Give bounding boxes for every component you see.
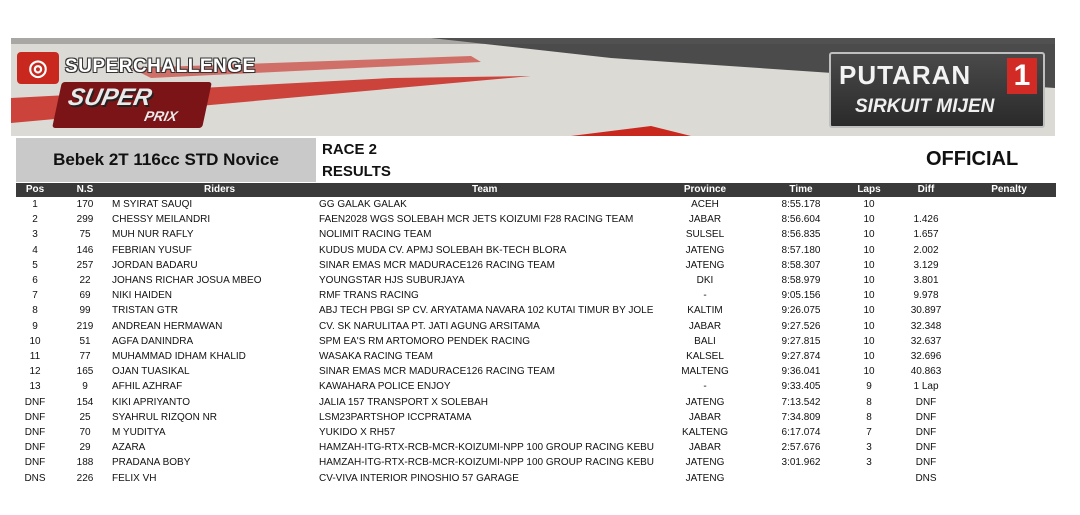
table-row: [16, 441, 1056, 456]
cell-rider: OJAN TUASIKAL: [112, 366, 190, 378]
cell-pos: DNS: [24, 472, 46, 484]
cell-team: KUDUS MUDA CV. APMJ SOLEBAH BK-TECH BLORA: [319, 244, 567, 256]
cell-diff: DNF: [915, 427, 937, 438]
cell-pos: 1: [32, 199, 38, 210]
cell-diff: DNF: [915, 396, 937, 408]
race-title: RACE 2: [322, 141, 378, 158]
cell-laps: 10: [863, 290, 875, 302]
cell-laps: 10: [863, 366, 875, 378]
table-row: [16, 426, 1056, 441]
cell-rider: M YUDITYA: [112, 427, 166, 438]
circuit-name: SIRKUIT MIJEN: [855, 96, 995, 117]
cell-province: JATENG: [685, 472, 725, 484]
cell-ns: 69: [79, 290, 91, 302]
col-laps: Laps: [857, 184, 881, 195]
cell-pos: DNF: [24, 411, 46, 423]
table-row: [16, 259, 1056, 274]
col-riders: Riders: [204, 184, 236, 195]
cell-rider: JORDAN BADARU: [112, 259, 198, 271]
cell-team: SINAR EMAS MCR MADURACE126 RACING TEAM: [319, 259, 555, 271]
cell-team: SPM EA'S RM ARTOMORO PENDEK RACING: [319, 335, 531, 347]
cell-team: FAEN2028 WGS SOLEBAH MCR JETS KOIZUMI F28 RACING TEAM: [319, 214, 634, 226]
cell-rider: FELIX VH: [112, 472, 157, 484]
cell-time: 8:55.178: [781, 199, 821, 210]
cell-ns: 75: [79, 229, 91, 241]
cell-laps: 10: [863, 275, 875, 286]
cell-ns: 257: [76, 259, 94, 271]
cell-diff: 1 Lap: [913, 381, 939, 393]
cell-ns: 29: [79, 442, 91, 454]
table-row: [16, 213, 1056, 228]
cell-diff: 40.863: [910, 366, 942, 378]
cell-ns: 219: [76, 320, 94, 332]
cell-province: KALTIM: [687, 305, 723, 317]
cell-province: KALTENG: [682, 427, 728, 438]
cell-diff: 1.657: [913, 229, 939, 241]
cell-team: NOLIMIT RACING TEAM: [319, 229, 432, 241]
cell-diff: DNF: [915, 457, 937, 469]
cell-rider: SYAHRUL RIZQON NR: [112, 411, 218, 423]
cell-pos: DNF: [24, 442, 46, 454]
cell-laps: 10: [863, 259, 875, 271]
cell-laps: 10: [863, 335, 875, 347]
cell-ns: 299: [76, 214, 94, 226]
cell-team: HAMZAH-ITG-RTX-RCB-MCR-KOIZUMI-NPP 100 GROUP RACING KEBU: [319, 442, 655, 454]
cell-ns: 25: [79, 411, 91, 423]
cell-province: JABAR: [688, 411, 722, 423]
cell-pos: DNF: [24, 457, 46, 469]
cell-rider: TRISTAN GTR: [112, 305, 178, 317]
cell-diff: 32.696: [910, 351, 942, 362]
cell-team: CV-VIVA INTERIOR PINOSHIO 57 GARAGE: [319, 472, 519, 484]
round-badge: [829, 52, 1045, 128]
cell-pos: 10: [29, 335, 41, 347]
cell-rider: M SYIRAT SAUQI: [112, 199, 193, 210]
cell-rider: MUHAMMAD IDHAM KHALID: [112, 351, 246, 362]
cell-province: MALTENG: [681, 366, 729, 378]
cell-rider: MUH NUR RAFLY: [112, 229, 194, 241]
col-penalty: Penalty: [991, 184, 1027, 195]
cell-time: 7:13.542: [781, 396, 821, 408]
cell-laps: 10: [863, 229, 875, 241]
cell-rider: JOHANS RICHAR JOSUA MBEO: [112, 275, 262, 286]
table-header: [16, 183, 1056, 197]
cell-province: -: [703, 290, 707, 302]
cell-time: 8:58.979: [781, 275, 821, 286]
cell-ns: 51: [79, 335, 91, 347]
table-row: [16, 274, 1056, 289]
table-row: [16, 320, 1056, 335]
cell-pos: 11: [29, 351, 41, 362]
results-label: RESULTS: [322, 163, 391, 180]
col-ns: N.S: [76, 184, 94, 195]
cell-pos: DNF: [24, 427, 46, 438]
cell-ns: 77: [79, 351, 91, 362]
col-province: Province: [683, 184, 727, 195]
cell-diff: 1.426: [913, 214, 939, 226]
cell-ns: 146: [76, 244, 94, 256]
cell-diff: 3.129: [913, 259, 939, 271]
round-number: 1: [1007, 58, 1037, 94]
cell-time: 9:05.156: [781, 290, 821, 302]
cell-laps: 8: [866, 411, 872, 423]
table-row: [16, 456, 1056, 471]
cell-pos: DNF: [24, 396, 46, 408]
cell-time: 8:56.604: [781, 214, 821, 226]
cell-time: 9:26.075: [781, 305, 821, 317]
cell-province: JABAR: [688, 442, 722, 454]
cell-province: JABAR: [688, 320, 722, 332]
cell-team: CV. SK NARULITAA PT. JATI AGUNG ARSITAMA: [319, 320, 540, 332]
cell-laps: 10: [863, 320, 875, 332]
cell-time: 9:27.874: [781, 351, 821, 362]
cell-ns: 165: [76, 366, 94, 378]
official-status: OFFICIAL: [926, 148, 1019, 170]
cell-province: JATENG: [685, 244, 725, 256]
cell-team: RMF TRANS RACING: [319, 290, 419, 302]
superchallenge-logo: [11, 44, 261, 134]
cell-laps: 10: [863, 244, 875, 256]
cell-laps: 10: [863, 214, 875, 226]
cell-pos: 5: [32, 259, 38, 271]
cell-time: 6:17.074: [781, 427, 821, 438]
cell-time: 9:27.526: [781, 320, 821, 332]
cell-diff: 30.897: [910, 305, 942, 317]
table-row: [16, 396, 1056, 411]
cell-ns: 9: [82, 381, 88, 393]
cell-ns: 226: [76, 472, 94, 484]
col-team: Team: [472, 184, 498, 195]
cell-diff: 9.978: [913, 290, 939, 302]
cell-laps: 7: [866, 427, 872, 438]
cell-rider: AFHIL AZHRAF: [112, 381, 183, 393]
cell-team: GG GALAK GALAK: [319, 199, 407, 210]
super-prix-logo: [52, 82, 212, 128]
cell-laps: 3: [866, 457, 872, 469]
cell-province: ACEH: [691, 199, 719, 210]
table-row: [16, 335, 1056, 350]
cell-province: JATENG: [685, 259, 725, 271]
table-row: [16, 289, 1056, 304]
cell-ns: 99: [79, 305, 91, 317]
table-row: [16, 472, 1056, 487]
cell-time: 9:36.041: [781, 366, 821, 378]
cell-team: YOUNGSTAR HJS SUBURJAYA: [319, 275, 465, 286]
cell-ns: 170: [76, 199, 94, 210]
cell-province: JABAR: [688, 214, 722, 226]
cell-time: 7:34.809: [781, 411, 821, 423]
cell-time: 8:57.180: [781, 244, 821, 256]
cell-diff: 32.637: [910, 335, 942, 347]
cell-team: WASAKA RACING TEAM: [319, 351, 433, 362]
cell-province: DKI: [696, 275, 714, 286]
cell-ns: 154: [76, 396, 94, 408]
cell-laps: 3: [866, 442, 872, 454]
table-row: [16, 228, 1056, 243]
cell-time: 8:58.307: [781, 259, 821, 271]
cell-diff: DNF: [915, 411, 937, 423]
cell-diff: 32.348: [910, 320, 942, 332]
cell-province: JATENG: [685, 457, 725, 469]
cell-pos: 13: [29, 381, 41, 393]
category-title: Bebek 2T 116cc STD Novice: [16, 138, 316, 182]
cell-rider: ANDREAN HERMAWAN: [112, 320, 223, 332]
cell-rider: AGFA DANINDRA: [112, 335, 194, 347]
cell-pos: 9: [32, 320, 38, 332]
cell-diff: 3.801: [913, 275, 939, 286]
table-row: [16, 304, 1056, 319]
cell-team: LSM23PARTSHOP ICCPRATAMA: [319, 411, 472, 423]
cell-province: -: [703, 381, 707, 393]
cell-pos: 3: [32, 229, 38, 241]
table-row: [16, 198, 1056, 213]
round-label: PUTARAN: [839, 60, 972, 90]
cell-rider: PRADANA BOBY: [112, 457, 191, 469]
cell-diff: DNS: [915, 472, 937, 484]
super-prix-line2: PRIX: [142, 108, 180, 124]
cell-rider: CHESSY MEILANDRI: [112, 214, 211, 226]
cell-team: SINAR EMAS MCR MADURACE126 RACING TEAM: [319, 366, 555, 378]
cell-ns: 22: [79, 275, 91, 286]
table-row: [16, 380, 1056, 395]
cell-time: 8:56.835: [781, 229, 821, 241]
cell-pos: 2: [32, 214, 38, 226]
cell-pos: 12: [29, 366, 41, 378]
cell-pos: 8: [32, 305, 38, 317]
brand-name: SUPERCHALLENGE: [65, 56, 256, 77]
cell-pos: 6: [32, 275, 38, 286]
cell-rider: FEBRIAN YUSUF: [112, 244, 192, 256]
super-prix-line1: SUPER: [65, 84, 155, 111]
cell-laps: 10: [863, 199, 875, 210]
col-pos: Pos: [25, 184, 45, 195]
cell-province: SULSEL: [685, 229, 725, 241]
cell-province: JATENG: [685, 396, 725, 408]
cell-province: KALSEL: [686, 351, 724, 362]
cell-team: HAMZAH-ITG-RTX-RCB-MCR-KOIZUMI-NPP 100 GROUP RACING KEBU: [319, 457, 655, 469]
cell-pos: 7: [32, 290, 38, 302]
table-row: [16, 365, 1056, 380]
cell-team: KAWAHARA POLICE ENJOY: [319, 381, 451, 393]
cell-laps: 10: [863, 351, 875, 362]
brand-mark-icon: ◎: [17, 52, 59, 84]
cell-rider: AZARA: [112, 442, 146, 454]
cell-time: 9:33.405: [781, 381, 821, 393]
cell-rider: NIKI HAIDEN: [112, 290, 173, 302]
col-diff: Diff: [917, 184, 935, 195]
table-row: [16, 411, 1056, 426]
header-banner: [11, 38, 1055, 136]
cell-time: 2:57.676: [781, 442, 821, 454]
cell-province: BALI: [694, 335, 716, 347]
cell-laps: 10: [863, 305, 875, 317]
cell-team: ABJ TECH PBGI SP CV. ARYATAMA NAVARA 102 KUTAI TIMUR BY JOLE: [319, 305, 654, 317]
cell-laps: 8: [866, 396, 872, 408]
table-row: [16, 244, 1056, 259]
table-row: [16, 350, 1056, 365]
cell-ns: 188: [76, 457, 94, 469]
cell-ns: 70: [79, 427, 91, 438]
cell-team: JALIA 157 TRANSPORT X SOLEBAH: [319, 396, 488, 408]
cell-time: 3:01.962: [781, 457, 821, 469]
cell-laps: 9: [866, 381, 872, 393]
cell-pos: 4: [32, 244, 38, 256]
cell-team: YUKIDO X RH57: [319, 427, 396, 438]
cell-time: 9:27.815: [781, 335, 821, 347]
cell-diff: DNF: [915, 442, 937, 454]
cell-rider: KIKI APRIYANTO: [112, 396, 190, 408]
cell-diff: 2.002: [913, 244, 939, 256]
col-time: Time: [789, 184, 813, 195]
